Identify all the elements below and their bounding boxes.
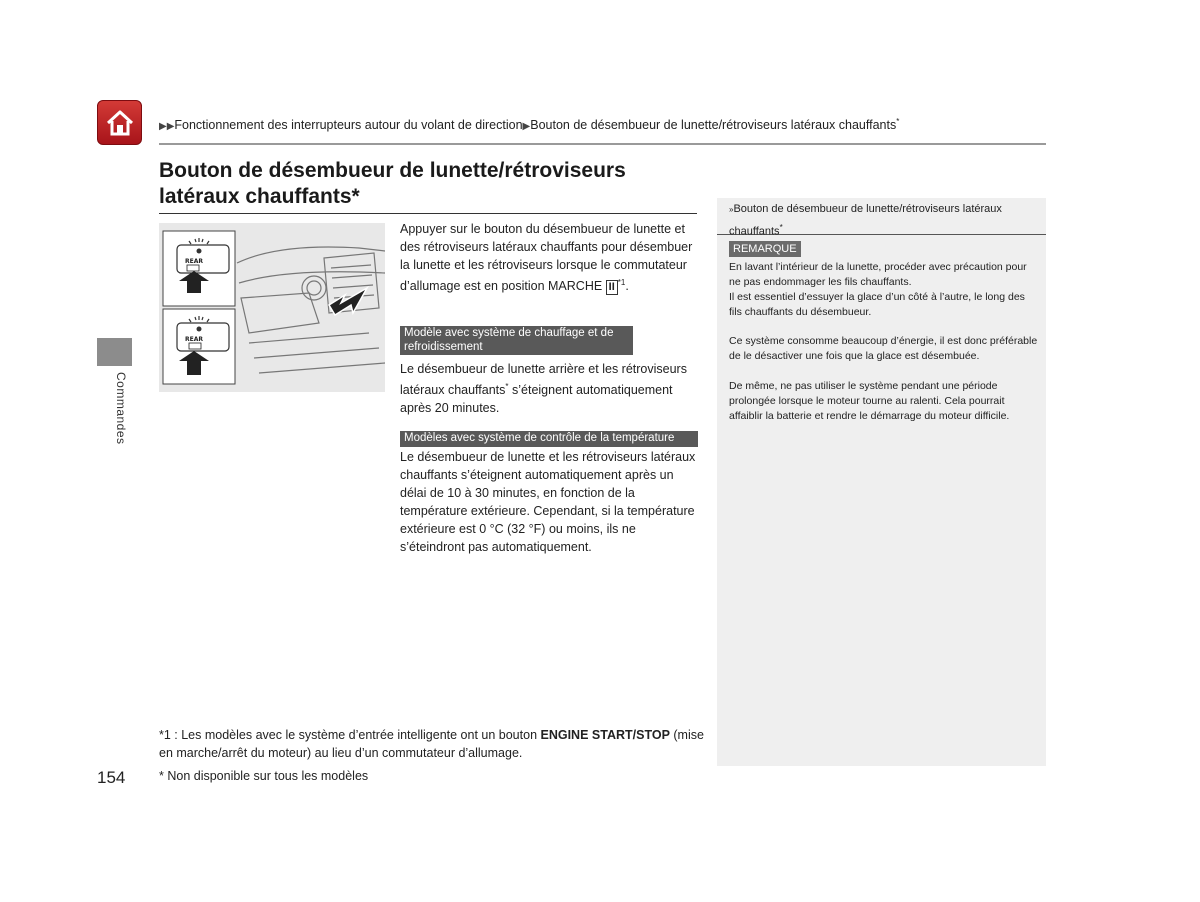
ignition-position-symbol: II — [606, 280, 618, 295]
header-divider — [159, 143, 1046, 145]
home-icon — [105, 109, 135, 137]
home-button[interactable] — [97, 100, 142, 145]
footnote-1-suffix: (mise en marche/arrêt du moteur) au lieu d’un commutateur d’allumage. — [159, 728, 704, 760]
section1-text-b: s’éteignent automatiquement après 20 minutes. — [400, 383, 673, 416]
notes-panel-title: Bouton de désembueur de lunette/rétroviseurs latéraux chauffants — [729, 203, 1002, 238]
breadcrumb-item-current: Bouton de désembueur de lunette/rétroviseurs latéraux chauffants — [530, 118, 897, 133]
footnote-ref-1: *1 — [617, 278, 626, 287]
notes-paragraph-3: Ce système consomme beaucoup d’énergie, il est donc préférable de le désactiver une fois que la glace est désembuée. — [729, 335, 1038, 362]
breadcrumb-item-parent[interactable]: Fonctionnement des interrupteurs autour du volant de direction — [174, 118, 523, 133]
section1-asterisk: * — [505, 382, 509, 391]
engine-start-stop-label: ENGINE START/STOP — [540, 728, 670, 742]
page-number: 154 — [97, 768, 126, 787]
title-divider — [159, 213, 697, 214]
model-banner-climate: Modèles avec système de contrôle de la température — [400, 431, 698, 447]
page-title: Bouton de désembueur de lunette/rétroviseurs latéraux chauffants* — [159, 159, 626, 208]
breadcrumb-arrows: ▶▶ — [159, 121, 175, 133]
breadcrumb-asterisk: * — [896, 117, 900, 126]
notes-panel — [717, 198, 1046, 766]
section1-text-a: Le désembueur de lunette arrière et les rétroviseurs latéraux chauffants — [400, 362, 687, 398]
section2-paragraph: Le désembueur de lunette et les rétroviseurs latéraux chauffants s’éteignent automatiquement après un délai de 10 à 30 minutes, en fonction de la température extérieure. Cependant, si la température extérieure est 0 °C (32 °F) ou moins, ils ne s’éteindront pas automatiquement. — [400, 450, 696, 554]
intro-paragraph — [400, 220, 700, 295]
breadcrumb — [159, 117, 899, 132]
breadcrumb-separator: ▶ — [522, 121, 531, 133]
model-banner-heating: Modèle avec système de chauffage et de refroidissement — [400, 326, 633, 355]
footnote-availability: * Non disponible sur tous les modèles — [159, 769, 369, 783]
notes-paragraph-2: Il est essentiel d’essuyer la glace d’un côté à l’autre, le long des fils chauffants du désembueur. — [729, 291, 1025, 318]
reference-marker-icon: » — [729, 205, 734, 214]
section-label: Commandes — [114, 372, 128, 445]
intro-text: Appuyer sur le bouton du désembueur de lunette et des rétroviseurs latéraux chauffants pour désembuer la lunette et les rétroviseurs lorsque le commutateur d’allumage est en position MARCHE — [400, 222, 693, 294]
section-tab[interactable] — [97, 338, 132, 366]
footnote-1-prefix: *1 : Les modèles avec le système d’entrée intelligente ont un bouton — [159, 728, 541, 742]
dashboard-illustration — [159, 223, 385, 392]
footnote-1 — [159, 726, 704, 762]
notes-panel-asterisk: * — [779, 223, 783, 232]
section1-paragraph — [400, 360, 700, 417]
icon-label-2: REAR — [185, 336, 203, 343]
notes-panel-heading — [717, 198, 1046, 238]
notes-paragraph-1: En lavant l’intérieur de la lunette, procéder avec précaution pour ne pas endommager les fils chauffants. — [729, 261, 1027, 288]
icon-label-1: REAR — [185, 258, 203, 265]
intro-end: . — [625, 279, 629, 294]
remarque-badge: REMARQUE — [729, 241, 801, 257]
notes-paragraph-4: De même, ne pas utiliser le système pendant une période prolongée lorsque le moteur tourne au ralenti. Cela pourrait affaiblir la batterie et rendre le démarrage du moteur difficile. — [729, 380, 1010, 422]
